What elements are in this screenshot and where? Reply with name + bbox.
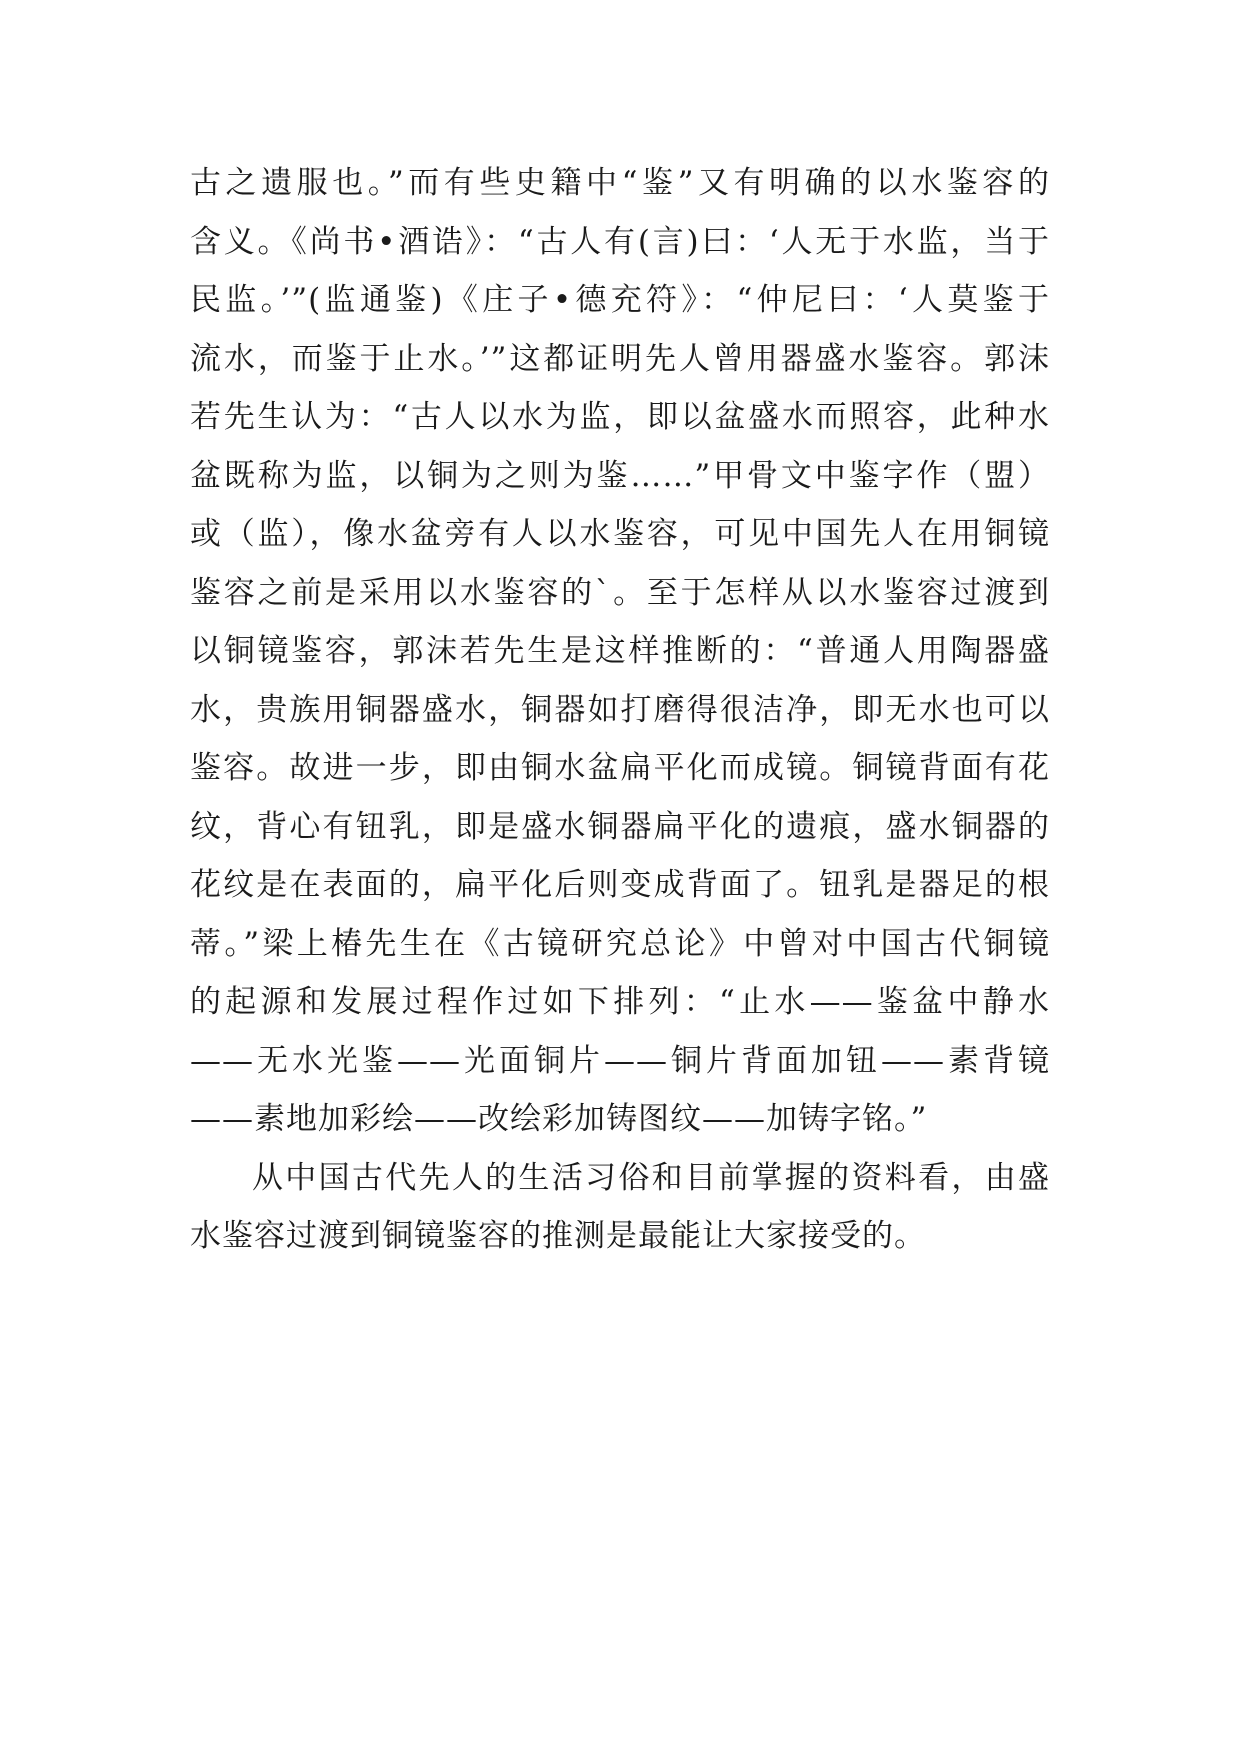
text-line: 以铜镜鉴容，郭沫若先生是这样推断的：“普通人用陶器盛	[190, 633, 1050, 669]
text-line: 花纹是在表面的，扁平化后则变成背面了。钮乳是器足的根	[190, 867, 1050, 903]
text-line: 水，贵族用铜器盛水，铜器如打磨得很洁净，即无水也可以	[190, 691, 1050, 728]
body-text	[190, 154, 1050, 1266]
text-line: 的起源和发展过程作过如下排列：“止水——鉴盆中静水	[190, 984, 1050, 1020]
paragraph-start-line: 从中国古代先人的生活习俗和目前掌握的资料看，由盛	[252, 1159, 1050, 1196]
text-line: 水鉴容过渡到铜镜鉴容的推测是最能让大家接受的。	[190, 1218, 926, 1254]
text-line: 盆既称为监，以铜为之则为鉴……”甲骨文中鉴字作（盟）	[190, 457, 1050, 494]
text-line: 蒂。”梁上椿先生在《古镜研究总论》中曾对中国古代铜镜	[190, 925, 1050, 962]
text-line: 含义。《尚书•酒诰》：“古人有(言)曰：‘人无于水监，当于	[190, 223, 1050, 260]
text-line: ——无水光鉴——光面铜片——铜片背面加钮——素背镜	[190, 1042, 1050, 1079]
text-line: 民监。’”(监通鉴)《庄子•德充符》：“仲尼曰：‘人莫鉴于	[190, 282, 1050, 318]
text-line: 流水，而鉴于止水。’”这都证明先人曾用器盛水鉴容。郭沫	[190, 340, 1050, 377]
text-line: 纹，背心有钮乳，即是盛水铜器扁平化的遗痕，盛水铜器的	[190, 808, 1050, 845]
text-line: 鉴容。故进一步，即由铜水盆扁平化而成镜。铜镜背面有花	[190, 750, 1050, 786]
text-line: 古之遗服也。”而有些史籍中“鉴”又有明确的以水鉴容的	[190, 165, 1050, 201]
text-line: ——素地加彩绘——改绘彩加铸图纹——加铸字铭。”	[190, 1101, 928, 1137]
text-line: 或（监），像水盆旁有人以水鉴容，可见中国先人在用铜镜	[190, 516, 1050, 552]
text-line: 若先生认为：“古人以水为监，即以盆盛水而照容，此种水	[190, 399, 1050, 435]
text-line: 鉴容之前是采用以水鉴容的`。至于怎样从以水鉴容过渡到	[190, 574, 1050, 611]
